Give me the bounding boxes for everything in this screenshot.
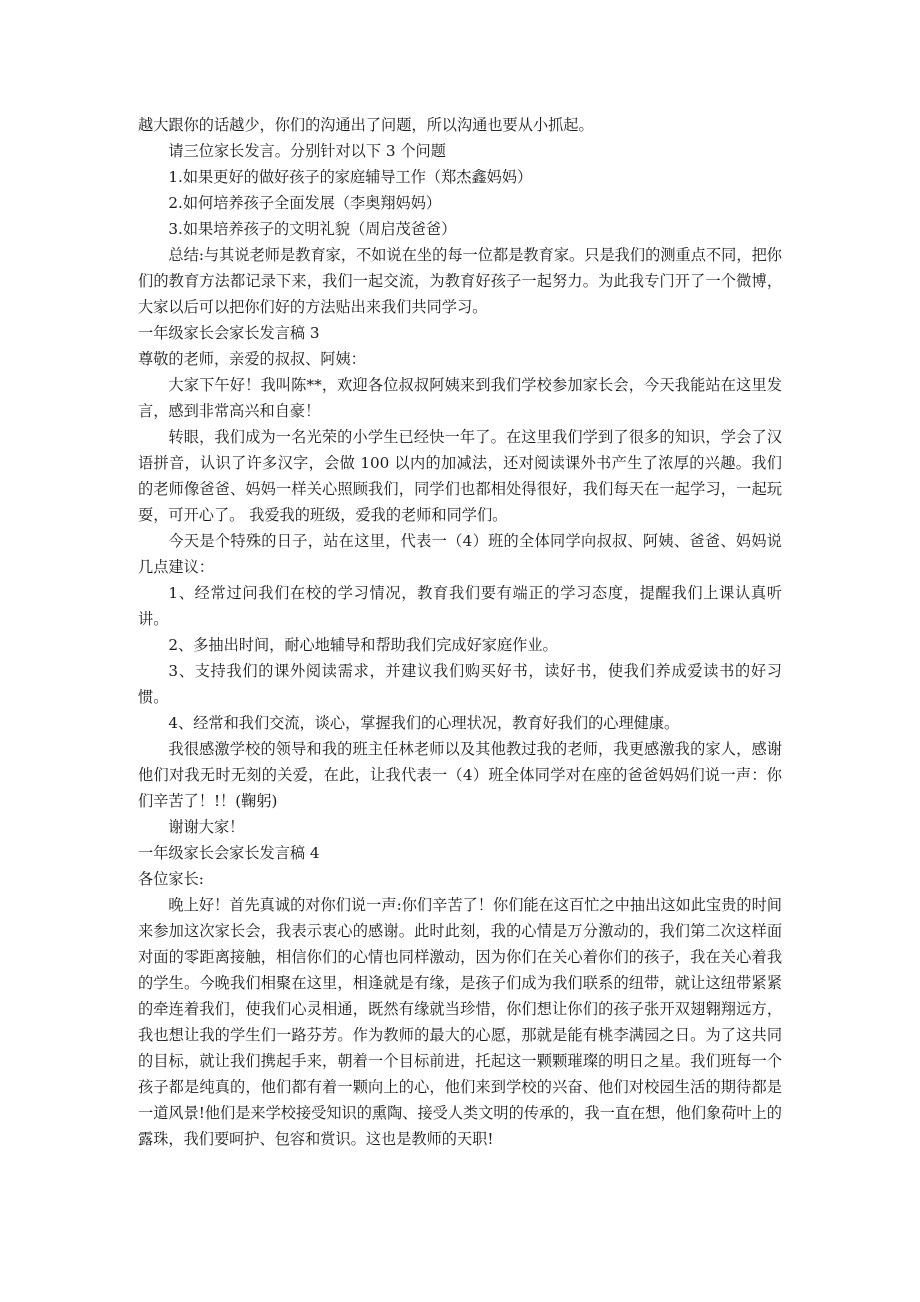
list-item: 4、经常和我们交流，谈心，掌握我们的心理状况，教育好我们的心理健康。 xyxy=(168,714,680,732)
paragraph: 我很感激学校的领导和我的班主任林老师以及其他教过我的老师，我更感激我的家人，感谢他们对我无时无刻的关爱，在此，让我代表一（4）班全体同学对在座的爸爸妈妈们说一声：你们辛苦了！!！(鞠躬) xyxy=(138,740,782,810)
paragraph: 转眼，我们成为一名光荣的小学生已经快一年了。在这里我们学到了很多的知识，学会了汉语拼音，认识了许多汉字，会做 100 以内的加减法，还对阅读课外书产生了浓厚的兴趣。我们的老师像爸爸、妈妈一样关心照顾我们，同学们也都相处得很好，我们每天在一起学习，一起玩耍，可开心了。 我爱我的班级，爱我的老师和同学们。 xyxy=(138,428,782,524)
closing-line: 谢谢大家！ xyxy=(168,818,245,836)
list-item: 1、经常过问我们在校的学习情况，教育我们要有端正的学习态度，提醒我们上课认真听讲。 xyxy=(138,584,782,628)
list-item: 2、多抽出时间，耐心地辅导和帮助我们完成好家庭作业。 xyxy=(168,636,558,654)
list-item: 1.如果更好的做好孩子的家庭辅导工作（郑杰鑫妈妈） xyxy=(168,168,533,186)
salutation: 尊敬的老师，亲爱的叔叔、阿姨： xyxy=(138,350,366,368)
paragraph: 总结:与其说老师是教育家，不如说在坐的每一位都是教育家。只是我们的测重点不同，把你们的教育方法都记录下来，我们一起交流，为教育好孩子一起努力。为此我专门开了一个微博，大家以后可以把你们好的方法贴出来我们共同学习。 xyxy=(138,246,782,316)
paragraph: 请三位家长发言。分别针对以下 3 个问题 xyxy=(168,142,446,160)
list-item: 2.如何培养孩子全面发展（李奥翔妈妈） xyxy=(168,194,442,212)
salutation: 各位家长: xyxy=(138,870,204,888)
paragraph: 今天是个特殊的日子，站在这里，代表一（4）班的全体同学向叔叔、阿姨、爸爸、妈妈说几点建议： xyxy=(138,532,782,576)
paragraph: 晚上好！首先真诚的对你们说一声:你们辛苦了！你们能在这百忙之中抽出这如此宝贵的时间来参加这次家长会，我表示衷心的感谢。此时此刻，我的心情是万分激动的，我们第二次这样面对面的零距离接触，相信你们的心情也同样激动，因为你们在关心着你们的孩子，我在关心着我的学生。今晚我们相聚在这里，相逢就是有缘，是孩子们成为我们联系的纽带，就让这纽带紧紧的牵连着我们，使我们心灵相通，既然有缘就当珍惜，你们想让你们的孩子张开双翅翱翔远方，我也想让我的学生们一路芬芳。作为教师的最大的心愿，那就是能有桃李满园之日。为了这共同的目标，就让我们携起手来，朝着一个目标前进，托起这一颗颗璀璨的明日之星。我们班每一个孩子都是纯真的，他们都有着一颗向上的心，他们来到学校的兴奋、他们对校园生活的期待都是一道风景!他们是来学校接受知识的熏陶、接受人类文明的传承的，我一直在想，他们象荷叶上的露珠，我们要呵护、包容和赏识。这也是教师的天职! xyxy=(138,896,782,1148)
list-item: 3、支持我们的课外阅读需求，并建议我们购买好书，读好书，使我们养成爱读书的好习惯。 xyxy=(138,662,782,706)
section-heading: 一年级家长会家长发言稿 3 xyxy=(138,324,320,342)
paragraph: 大家下午好！我叫陈**，欢迎各位叔叔阿姨来到我们学校参加家长会，今天我能站在这里发言，感到非常高兴和自豪！ xyxy=(138,376,782,420)
document-body xyxy=(138,112,782,1152)
list-item: 3.如果培养孩子的文明礼貌（周启茂爸爸） xyxy=(168,220,457,238)
section-heading: 一年级家长会家长发言稿 4 xyxy=(138,844,320,862)
paragraph: 越大跟你的话越少，你们的沟通出了问题，所以沟通也要从小抓起。 xyxy=(138,116,594,134)
